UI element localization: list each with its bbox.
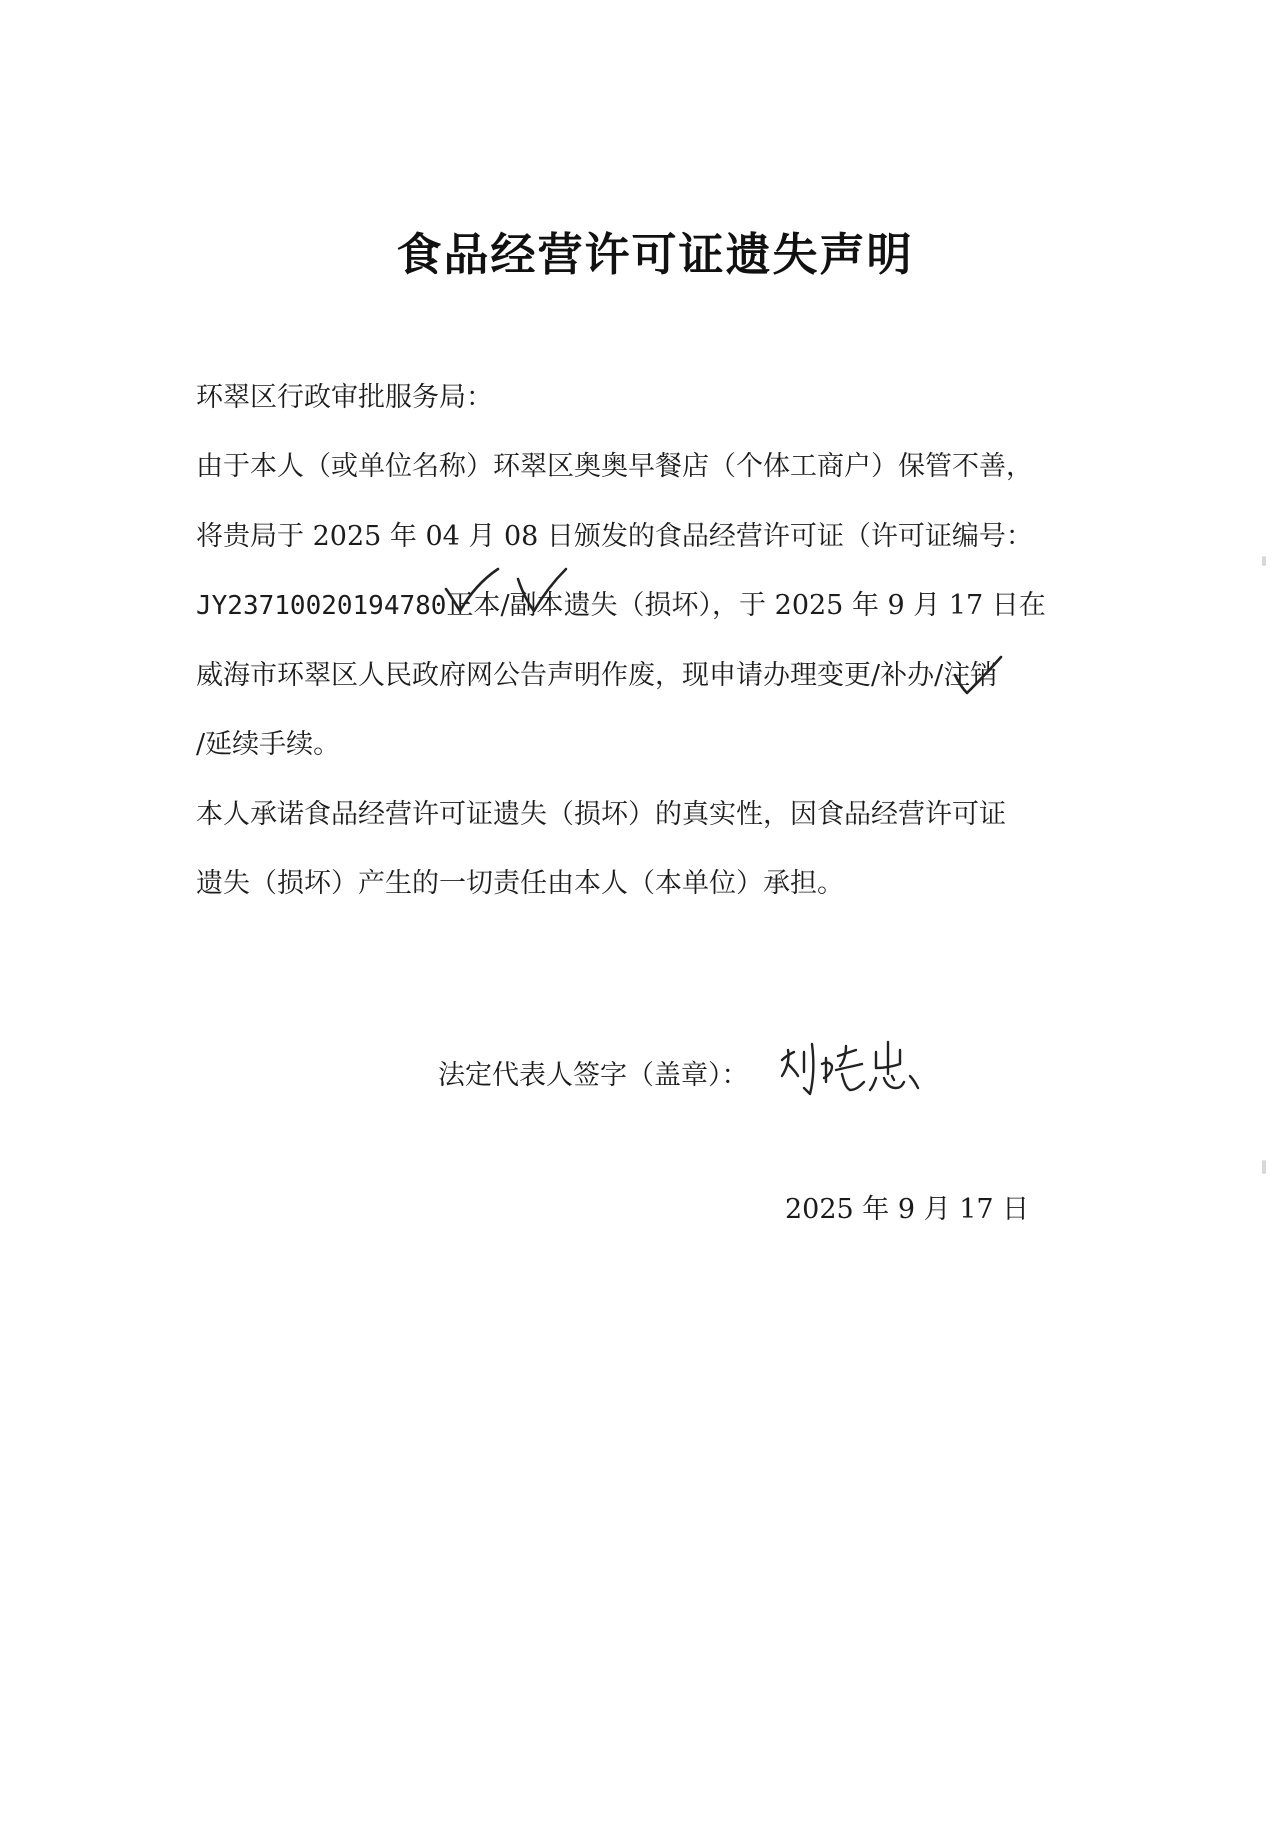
license-number: JY23710020194780 bbox=[196, 591, 447, 621]
signature-label: 法定代表人签字（盖章）： bbox=[438, 1060, 749, 1091]
paragraph-line-7: 遗失（损坏）产生的一切责任由本人（本单位）承担。 bbox=[196, 868, 844, 899]
paragraph-line-1: 由于本人（或单位名称）环翠区奥奥早餐店（个体工商户）保管不善， bbox=[196, 451, 1033, 482]
document-date: 2025 年 9 月 17 日 bbox=[785, 1194, 1030, 1225]
scan-edge-mark bbox=[1262, 1160, 1266, 1174]
paragraph-line-4 bbox=[196, 653, 997, 692]
option-copy-text: 副本 bbox=[509, 590, 564, 621]
scan-edge-mark bbox=[1262, 556, 1266, 566]
paragraph-line-2 bbox=[196, 514, 1033, 553]
paragraph-line-2-text: 将贵局于 2025 年 04 月 08 日颁发的食品经营许可证（许可证编号： bbox=[196, 521, 1033, 552]
paragraph-line-6: 本人承诺食品经营许可证遗失（损坏）的真实性，因食品经营许可证 bbox=[196, 799, 1006, 830]
option-cancel bbox=[943, 653, 997, 692]
paragraph-line-3 bbox=[196, 583, 1046, 622]
paragraph-line-4-text: 威海市环翠区人民政府网公告声明作废，现申请办理变更/补办/ bbox=[196, 660, 944, 691]
option-cancel-text: 注销 bbox=[943, 660, 998, 691]
option-original bbox=[446, 583, 500, 622]
handwritten-signature bbox=[776, 1032, 931, 1102]
document-title: 食品经营许可证遗失声明 bbox=[396, 228, 914, 281]
option-copy bbox=[510, 583, 564, 622]
option-original-text: 正本 bbox=[446, 590, 501, 621]
option-separator: / bbox=[500, 590, 510, 621]
paragraph-line-5: /延续手续。 bbox=[196, 729, 341, 760]
paragraph-line-3-rest: 遗失（损坏），于 2025 年 9 月 17 日在 bbox=[563, 590, 1046, 621]
addressee: 环翠区行政审批服务局： bbox=[196, 382, 493, 413]
